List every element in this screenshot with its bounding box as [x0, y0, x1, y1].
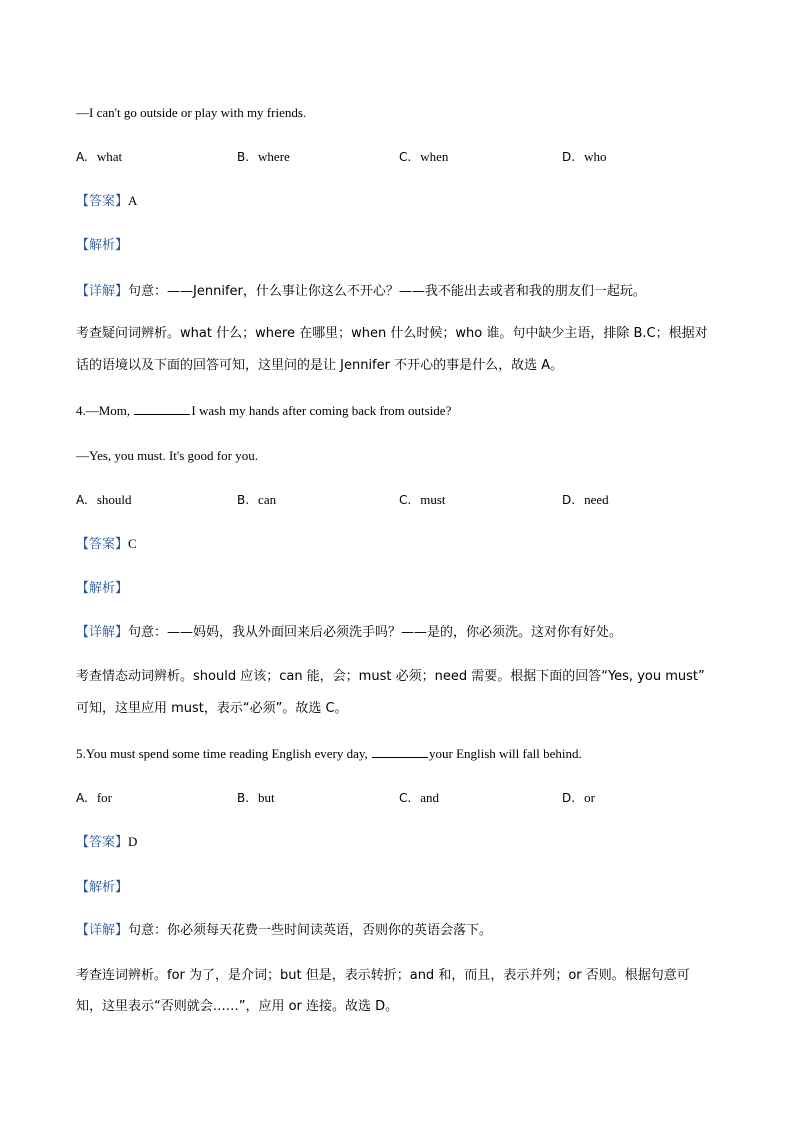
q3-answer: 【答案】A — [76, 193, 138, 209]
q4-stem: 4.—Mom, I wash my hands after coming back from outside? — [76, 403, 452, 418]
q4-blank — [134, 402, 190, 415]
q5-options — [76, 789, 716, 807]
q5-detail: 【详解】句意：你必须每天花费一些时间读英语，否则你的英语会落下。 — [76, 923, 493, 938]
q4-option-c: C. must — [399, 492, 446, 507]
q3-detail: 【详解】句意：——Jennifer，什么事让你这么不开心？——我不能出去或者和我的朋友们一起玩。 — [76, 284, 646, 299]
q4-option-d: D. need — [562, 492, 609, 507]
q4-options — [76, 491, 716, 509]
q3-option-b: B. where — [237, 149, 290, 164]
q3-option-a: A. what — [76, 149, 123, 164]
q4-analysis-heading: 【解析】 — [76, 581, 129, 596]
q3-option-d: D. who — [562, 149, 607, 164]
q3-option-c: C. when — [399, 149, 449, 164]
q3-explain-line2: 话的语境以及下面的回答可知，这里问的是让 Jennifer 不开心的事是什么，故选 A。 — [76, 358, 564, 373]
q3-line2: —I can't go outside or play with my friends. — [76, 105, 307, 120]
q4-explain-line1: 考查情态动词辨析。should 应该；can 能，会；must 必须；need 需要。根据下面的回答“Yes, you must” — [76, 669, 705, 684]
q4-detail: 【详解】句意：——妈妈，我从外面回来后必须洗手吗？——是的，你必须洗。这对你有好处。 — [76, 625, 623, 640]
q4-option-b: B. can — [237, 492, 277, 507]
q3-analysis-heading: 【解析】 — [76, 238, 129, 253]
q5-analysis-heading: 【解析】 — [76, 880, 129, 895]
q5-blank — [372, 745, 428, 758]
q3-options — [76, 148, 716, 166]
q4-explain-line2: 可知，这里应用 must，表示“必须”。故选 C。 — [76, 701, 348, 716]
q4-answer: 【答案】C — [76, 536, 137, 552]
q5-option-c: C. and — [399, 790, 439, 805]
q5-option-a: A. for — [76, 790, 112, 805]
q4-line2: —Yes, you must. It's good for you. — [76, 448, 258, 463]
q5-stem: 5.You must spend some time reading English every day, your English will fall behind. — [76, 746, 582, 761]
q5-option-b: B. but — [237, 790, 275, 805]
q3-explain-line1: 考查疑问词辨析。what 什么；where 在哪里；when 什么时候；who 谁。句中缺少主语，排除 B.C；根据对 — [76, 326, 708, 341]
q4-option-a: A. should — [76, 492, 132, 507]
q5-option-d: D. or — [562, 790, 595, 805]
q5-answer: 【答案】D — [76, 834, 138, 850]
q5-explain-line1: 考查连词辨析。for 为了，是介词；but 但是，表示转折；and 和，而且，表示并列；or 否则。根据句意可 — [76, 968, 690, 983]
q5-explain-line2: 知，这里表示“否则就会……”，应用 or 连接。故选 D。 — [76, 999, 399, 1014]
